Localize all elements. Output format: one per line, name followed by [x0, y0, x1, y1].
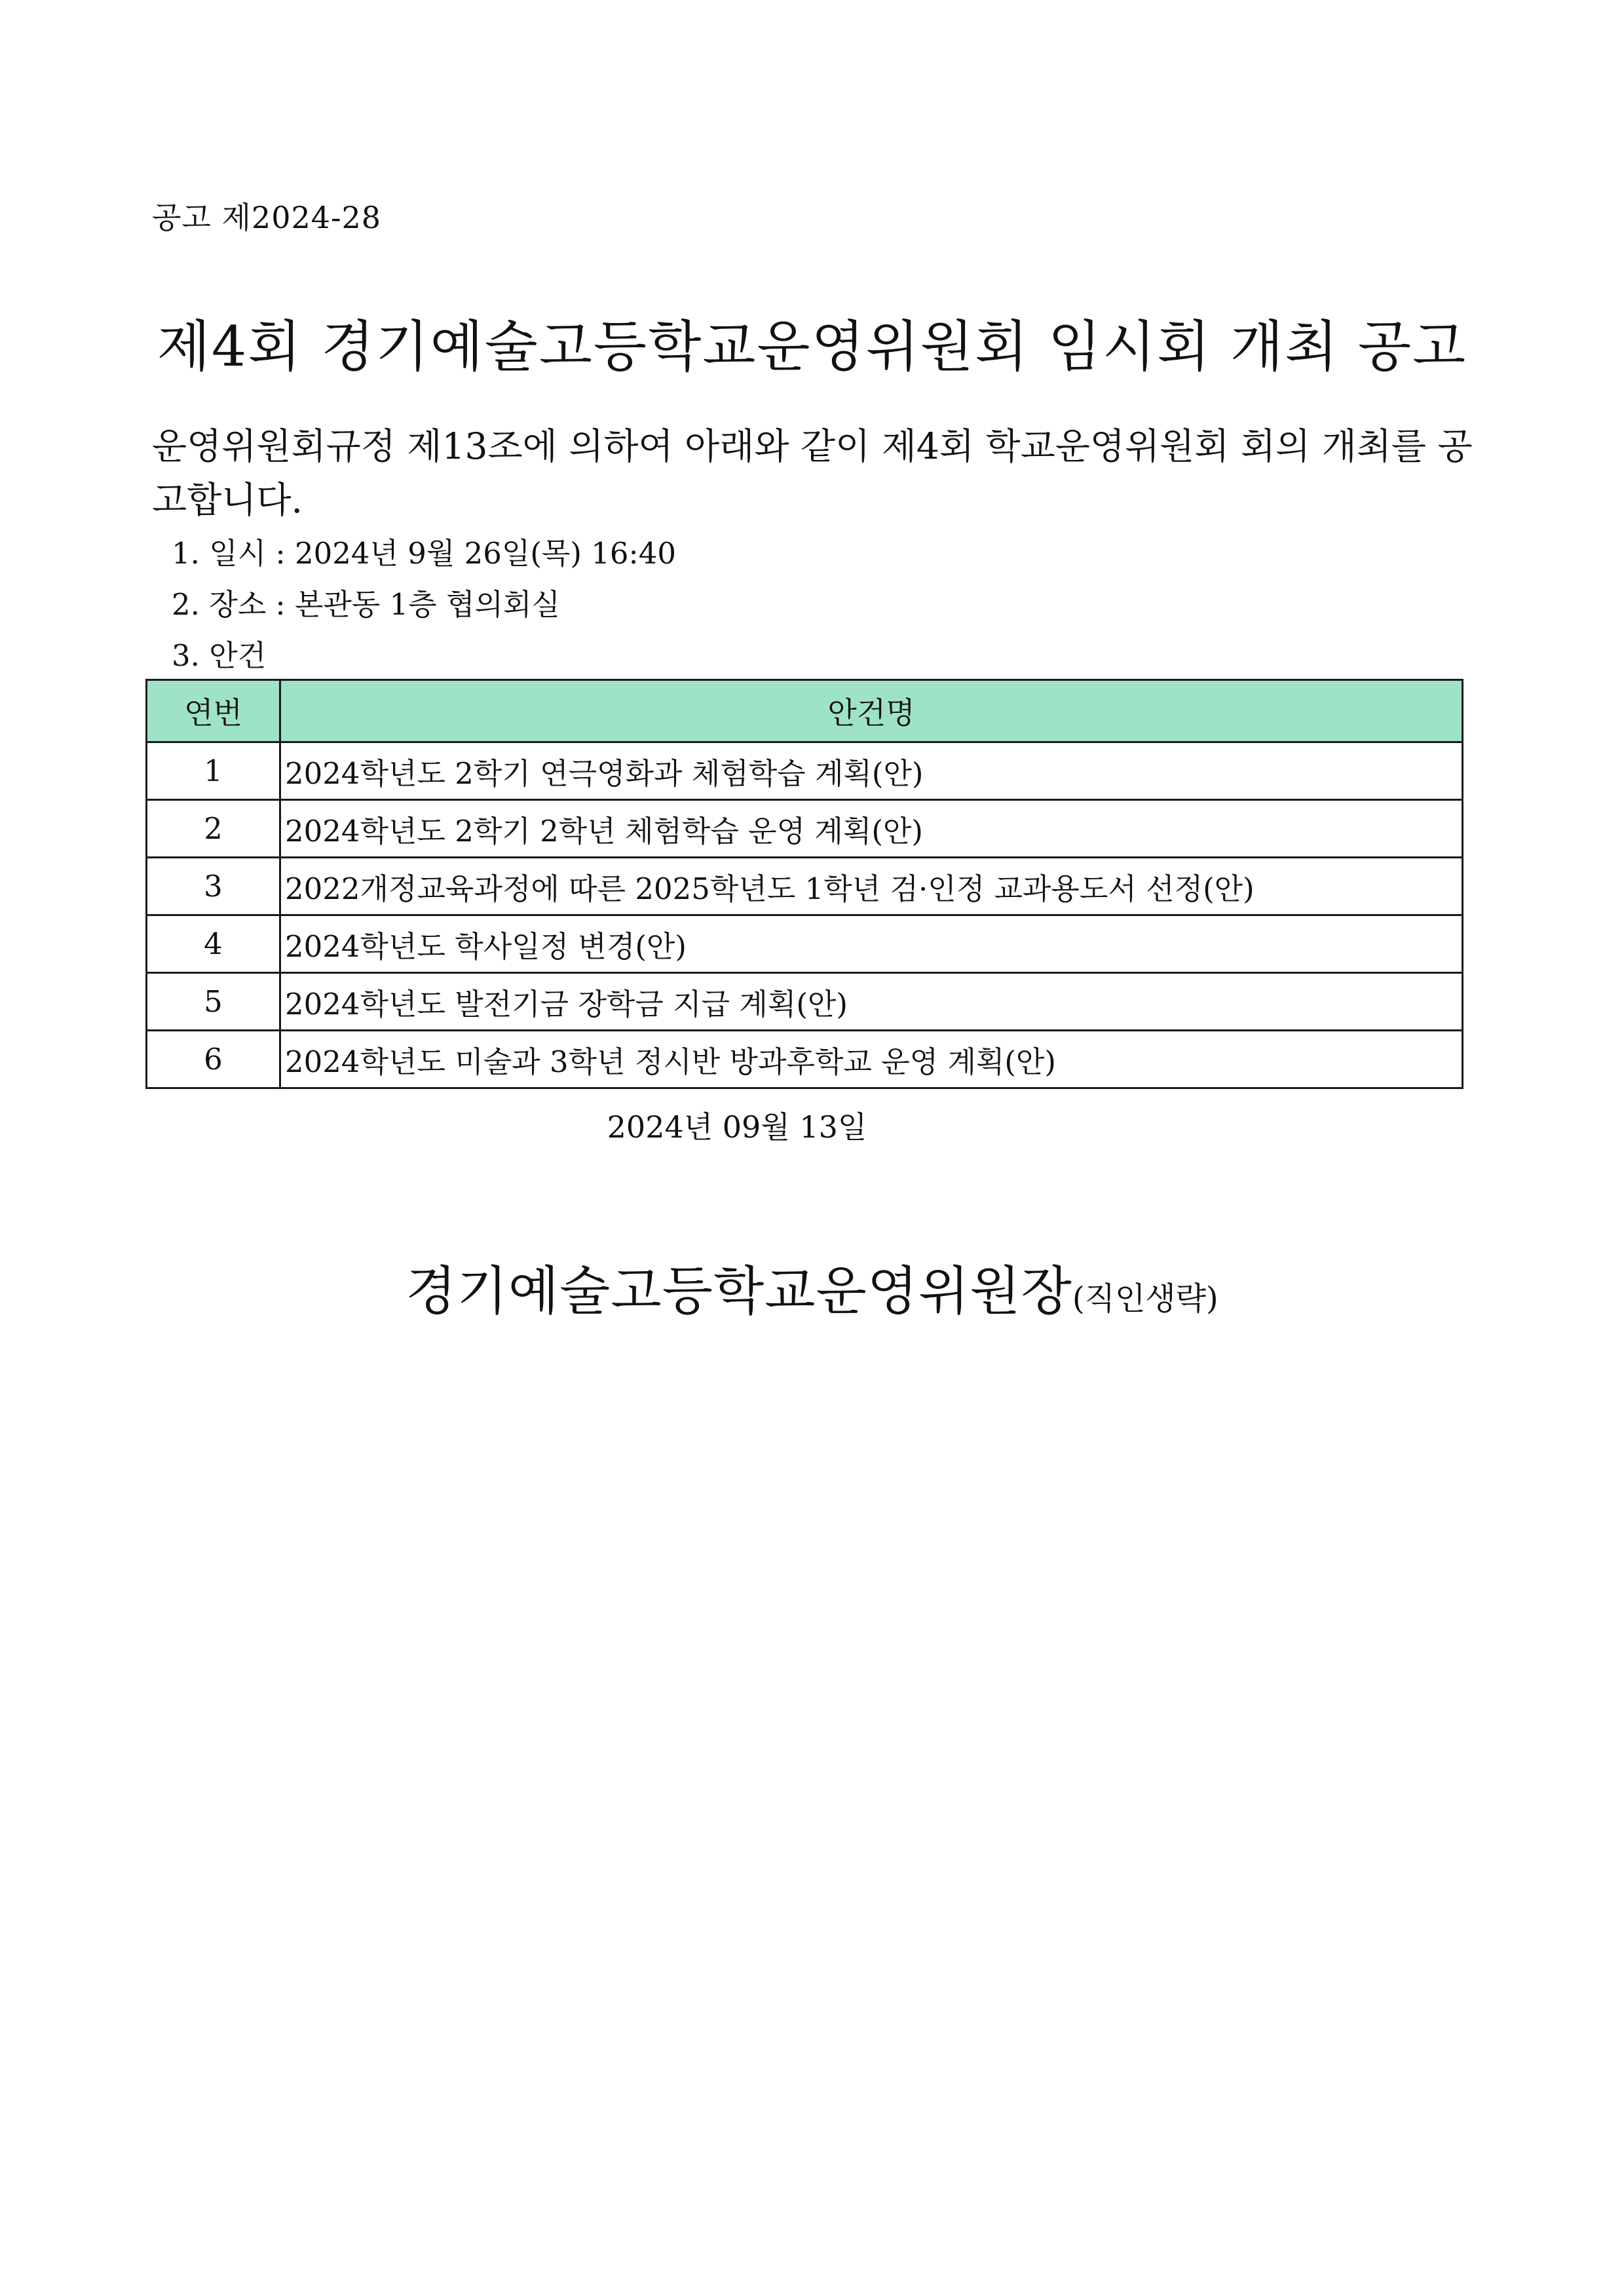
row-number: 4: [147, 915, 280, 973]
row-title: 2024학년도 발전기금 장학금 지급 계획(안): [280, 973, 1463, 1031]
row-title: 2024학년도 미술과 3학년 정시반 방과후학교 운영 계획(안): [280, 1031, 1463, 1088]
row-title: 2024학년도 2학기 연극영화과 체험학습 계획(안): [280, 742, 1463, 800]
intro-paragraph: 운영위원회규정 제13조에 의하여 아래와 같이 제4회 학교운영위원회 회의 개최를 공고합니다.: [152, 425, 1473, 521]
row-number: 2: [147, 800, 280, 858]
signature-name: 경기예술고등학교운영위원장: [406, 1261, 1072, 1322]
notice-number: 공고 제2024-28: [152, 200, 382, 235]
row-number: 6: [147, 1031, 280, 1088]
row-title: 2024학년도 2학기 2학년 체험학습 운영 계획(안): [280, 800, 1463, 858]
row-title: 2024학년도 학사일정 변경(안): [280, 915, 1463, 973]
header-title: 안건명: [280, 680, 1463, 742]
table-row: [147, 1031, 1463, 1088]
signature-block: [0, 1249, 1624, 1324]
row-title: 2022개정교육과정에 따른 2025학년도 1학년 검·인정 교과용도서 선정(안): [280, 858, 1463, 915]
header-no: 연번: [147, 680, 280, 742]
table-row: [147, 858, 1463, 915]
signature-note: (직인생략): [1072, 1280, 1218, 1317]
agenda-table: [145, 679, 1463, 1089]
item-location: 2. 장소 : 본관동 1층 협의회실: [172, 587, 560, 622]
row-number: 1: [147, 742, 280, 800]
table-row: [147, 742, 1463, 800]
table-row: [147, 800, 1463, 858]
table-row: [147, 915, 1463, 973]
table-header-row: [147, 680, 1463, 742]
item-datetime: 1. 일시 : 2024년 9월 26일(목) 16:40: [172, 536, 676, 571]
row-number: 5: [147, 973, 280, 1031]
issue-date: 2024년 09월 13일: [607, 1109, 867, 1145]
row-number: 3: [147, 858, 280, 915]
table-row: [147, 973, 1463, 1031]
document-title: 제4회 경기예술고등학교운영위원회 임시회 개최 공고: [157, 315, 1467, 379]
item-agenda: 3. 안건: [172, 638, 267, 673]
